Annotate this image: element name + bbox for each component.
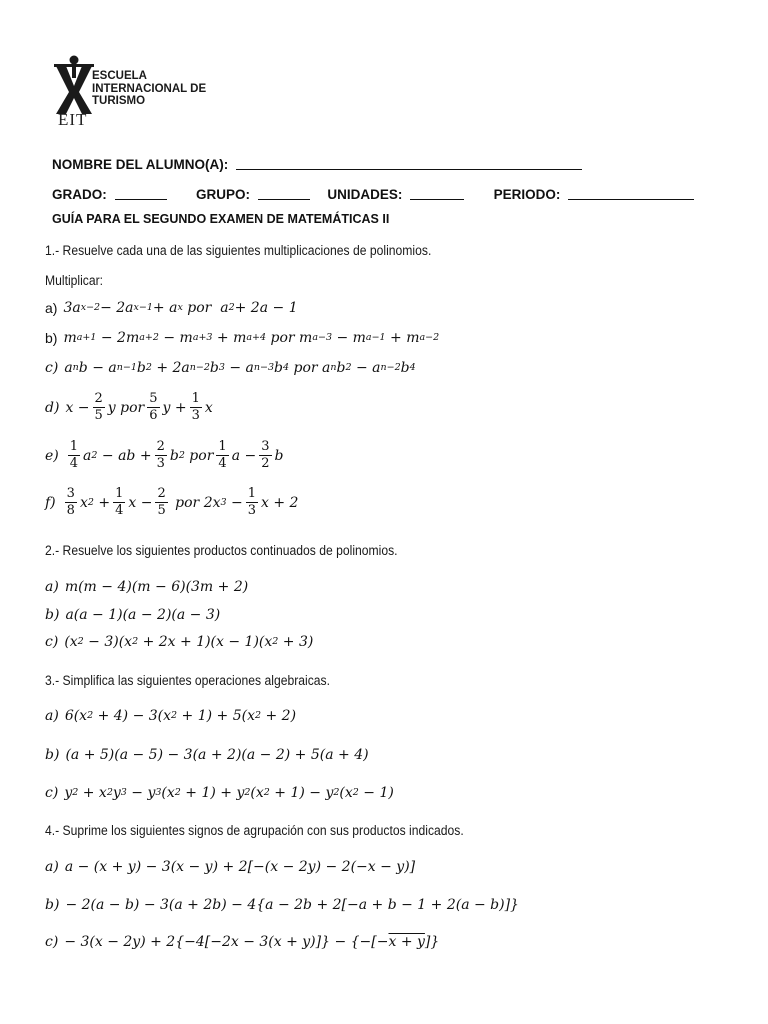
unidades-field[interactable] bbox=[410, 185, 464, 200]
school-name-line: ESCUELA bbox=[92, 70, 147, 82]
term: b bbox=[169, 447, 179, 464]
fraction-denominator: 3 bbox=[191, 408, 200, 423]
fraction bbox=[65, 487, 77, 518]
section-1-subheading: Multiplicar: bbox=[45, 273, 104, 288]
exercise-label: a) bbox=[45, 300, 58, 316]
fraction-numerator: 1 bbox=[191, 391, 200, 406]
exercise-2a bbox=[45, 579, 248, 595]
term: b bbox=[209, 360, 219, 376]
term: (x bbox=[64, 634, 78, 650]
term: + 2a − 1 bbox=[234, 300, 298, 316]
term: y bbox=[64, 785, 73, 801]
term: b bbox=[274, 447, 284, 464]
term: x bbox=[79, 494, 88, 511]
term: a − bbox=[231, 447, 257, 464]
student-name-label: NOMBRE DEL ALUMNO(A): bbox=[52, 157, 229, 172]
term: b bbox=[274, 360, 283, 376]
term: y + bbox=[162, 399, 187, 416]
periodo-label: PERIODO: bbox=[493, 187, 561, 202]
grado-label: GRADO: bbox=[52, 187, 107, 202]
term: x bbox=[204, 399, 213, 416]
term: − ab + bbox=[97, 447, 152, 464]
term: x − bbox=[65, 399, 90, 416]
section-4-instruction: 4.- Suprime los siguientes signos de agrupación con sus productos indicados. bbox=[45, 823, 464, 838]
grupo-field[interactable] bbox=[258, 185, 310, 200]
term: (x bbox=[161, 785, 175, 801]
term: + bbox=[93, 494, 111, 511]
fraction-denominator: 4 bbox=[218, 456, 227, 471]
exercise-label: e) bbox=[45, 447, 59, 464]
term: − 3)(x bbox=[83, 634, 133, 650]
exercise-label: c) bbox=[45, 934, 59, 950]
exercise-3c: c) y 2 + x 2 y 3 − y 3 (x 2 + 1) + y 2 (x 2 + 1) − y 2 (x 2 − 1) bbox=[45, 785, 394, 801]
term: 3a bbox=[63, 300, 81, 316]
fraction bbox=[155, 487, 167, 518]
fraction bbox=[246, 487, 258, 518]
exercise-1e: e) $\frac{1}{4}$ a 2 − ab + $\frac{2}{3}$ b 2 por $\frac{1}{4}$ a − $\frac{3}{2}$ b bbox=[45, 439, 284, 471]
exercise-label: b) bbox=[45, 607, 60, 623]
fraction-numerator: 3 bbox=[66, 486, 75, 501]
fraction bbox=[93, 392, 105, 423]
exercise-label: f) bbox=[45, 494, 56, 511]
fraction-numerator: 1 bbox=[247, 486, 257, 501]
term: + x bbox=[78, 785, 107, 801]
fraction bbox=[259, 440, 271, 471]
term: por m bbox=[266, 330, 313, 346]
term: + m bbox=[212, 330, 247, 346]
exercise-label: a) bbox=[45, 579, 59, 595]
guide-title: GUÍA PARA EL SEGUNDO EXAMEN DE MATEMÁTICAS II bbox=[52, 212, 390, 226]
term: − m bbox=[158, 330, 193, 346]
term: x − bbox=[128, 494, 153, 511]
fraction-denominator: 4 bbox=[115, 503, 124, 518]
student-name-field[interactable] bbox=[236, 155, 582, 170]
term: + 1) + 5(x bbox=[177, 708, 255, 724]
term: − 2a bbox=[100, 300, 134, 316]
term: + 4) − 3(x bbox=[93, 708, 172, 724]
exercise-label: d) bbox=[45, 399, 60, 416]
exercise-label: a) bbox=[45, 708, 59, 724]
term: (a + 5)(a − 5) − 3(a + 2)(a − 2) + 5(a + 4) bbox=[65, 747, 369, 763]
exercise-4c bbox=[45, 934, 439, 950]
section-2-instruction: 2.- Resuelve los siguientes productos continuados de polinomios. bbox=[45, 543, 398, 558]
term: + a bbox=[152, 300, 178, 316]
fraction bbox=[68, 440, 80, 471]
term: m bbox=[63, 330, 77, 346]
exercise-label: c) bbox=[45, 785, 59, 801]
exercise-label: b) bbox=[45, 897, 60, 913]
fraction-denominator: 2 bbox=[261, 456, 270, 471]
unidades-label: UNIDADES: bbox=[327, 187, 403, 202]
fraction-numerator: 3 bbox=[261, 439, 270, 454]
fraction bbox=[155, 440, 167, 471]
fraction-numerator: 1 bbox=[218, 439, 227, 454]
school-logo bbox=[52, 52, 212, 132]
school-abbreviation: EIT bbox=[58, 110, 88, 129]
exercise-label: b) bbox=[45, 747, 60, 763]
exercise-1f: f) $\frac{3}{8}$ x 2 + $\frac{1}{4}$ x − $\frac{2}{5}$ por 2x 3 − $\frac{1}{3}$ x + 2 bbox=[45, 486, 299, 518]
term: + 2a bbox=[151, 360, 190, 376]
fraction-denominator: 5 bbox=[157, 503, 166, 518]
grupo-label: GRUPO: bbox=[196, 187, 251, 202]
exercise-label: a) bbox=[45, 859, 59, 875]
term: 6(x bbox=[64, 708, 88, 724]
term: a − (x + y) − 3(x − y) + 2[−(x − 2y) − 2(−x − y)] bbox=[64, 859, 416, 875]
term: + 2x + 1)(x − 1)(x bbox=[138, 634, 273, 650]
term: − a bbox=[351, 360, 381, 376]
exercise-3b bbox=[45, 747, 369, 763]
exercise-4a bbox=[45, 859, 415, 875]
exercise-label: b) bbox=[45, 330, 58, 346]
term: por a bbox=[182, 300, 229, 316]
term: y bbox=[112, 785, 121, 801]
fraction-denominator: 3 bbox=[247, 503, 257, 518]
fraction-denominator: 5 bbox=[94, 408, 103, 423]
term: m(m − 4)(m − 6)(3m + 2) bbox=[64, 579, 249, 595]
periodo-field[interactable] bbox=[568, 185, 694, 200]
school-name bbox=[92, 70, 212, 108]
term: + m bbox=[385, 330, 420, 346]
exercise-1b: b) m a+1 − 2m a+2 − m a+3 + m a+4 por m a−3 − m a−1 + m a−2 bbox=[45, 330, 440, 346]
term: a bbox=[64, 360, 73, 376]
term: − 2(a − b) − 3(a + 2b) − 4{a − 2b + 2[−a + b − 1 + 2(a − b)]} bbox=[65, 897, 519, 913]
fraction-numerator: 1 bbox=[115, 486, 124, 501]
student-name-row bbox=[52, 155, 582, 172]
term: ]} bbox=[424, 934, 440, 950]
term: a(a − 1)(a − 2)(a − 3) bbox=[65, 607, 221, 623]
term: a bbox=[83, 447, 92, 464]
fraction-numerator: 2 bbox=[94, 391, 103, 406]
term: + 1) − y bbox=[269, 785, 334, 801]
term: b − a bbox=[78, 360, 117, 376]
term: (x bbox=[250, 785, 264, 801]
fraction-denominator: 8 bbox=[66, 503, 75, 518]
grado-field[interactable] bbox=[115, 185, 167, 200]
term: − 2m bbox=[96, 330, 140, 346]
fraction bbox=[113, 487, 125, 518]
exercise-1a: a) 3a x−2 − 2a x−1 + a x por a 2 + 2a − 1 bbox=[45, 300, 298, 316]
term: (x bbox=[339, 785, 353, 801]
fraction-numerator: 2 bbox=[156, 439, 165, 454]
fraction-denominator: 3 bbox=[156, 456, 165, 471]
school-name-line: TURISMO bbox=[92, 95, 146, 107]
term: + 3) bbox=[278, 634, 314, 650]
fraction-numerator: 2 bbox=[157, 486, 166, 501]
fraction-denominator: 4 bbox=[69, 456, 79, 471]
term: − m bbox=[332, 330, 366, 346]
exercise-2b bbox=[45, 607, 220, 623]
fraction bbox=[216, 440, 228, 471]
exercise-1c: c) a n b − a n−1 b 2 + 2a n−2 b 3 − a n−3 b 4 por a n b 2 − a n−2 b 4 bbox=[45, 360, 416, 376]
section-1-instruction: 1.- Resuelve cada una de las siguientes multiplicaciones de polinomios. bbox=[45, 243, 432, 258]
term: b bbox=[136, 360, 146, 376]
term: − bbox=[226, 494, 243, 511]
exercise-3a: a) 6(x 2 + 4) − 3(x 2 + 1) + 5(x 2 + 2) bbox=[45, 708, 297, 724]
term: − 3(x − 2y) + 2{−4[−2x − 3(x + y)]} − {−[− bbox=[64, 934, 389, 950]
fraction-numerator: 5 bbox=[149, 391, 158, 406]
term: por bbox=[184, 447, 214, 464]
term: − a bbox=[224, 360, 254, 376]
term: − y bbox=[126, 785, 156, 801]
term: y por bbox=[107, 399, 145, 416]
term: b bbox=[400, 360, 410, 376]
exercise-2c: c) (x 2 − 3)(x 2 + 2x + 1)(x − 1)(x 2 + 3) bbox=[45, 634, 314, 650]
fraction-numerator: 1 bbox=[69, 439, 79, 454]
exercise-label: c) bbox=[45, 634, 59, 650]
term: por a bbox=[289, 360, 331, 376]
term: + 1) + y bbox=[180, 785, 245, 801]
exercise-label: c) bbox=[45, 360, 59, 376]
fraction bbox=[147, 392, 159, 423]
term: x + 2 bbox=[261, 494, 299, 511]
exercise-4b bbox=[45, 897, 519, 913]
course-info-row bbox=[52, 185, 694, 202]
fraction bbox=[190, 392, 202, 423]
overlined-term: x + y bbox=[388, 934, 425, 950]
fraction-denominator: 6 bbox=[149, 408, 158, 423]
section-3-instruction: 3.- Simplifica las siguientes operaciones algebraicas. bbox=[45, 673, 331, 688]
term: b bbox=[336, 360, 346, 376]
term: por 2x bbox=[170, 494, 221, 511]
term: − 1) bbox=[358, 785, 394, 801]
school-name-line: INTERNACIONAL DE bbox=[92, 82, 207, 95]
term: + 2) bbox=[261, 708, 297, 724]
exercise-1d bbox=[45, 392, 213, 423]
